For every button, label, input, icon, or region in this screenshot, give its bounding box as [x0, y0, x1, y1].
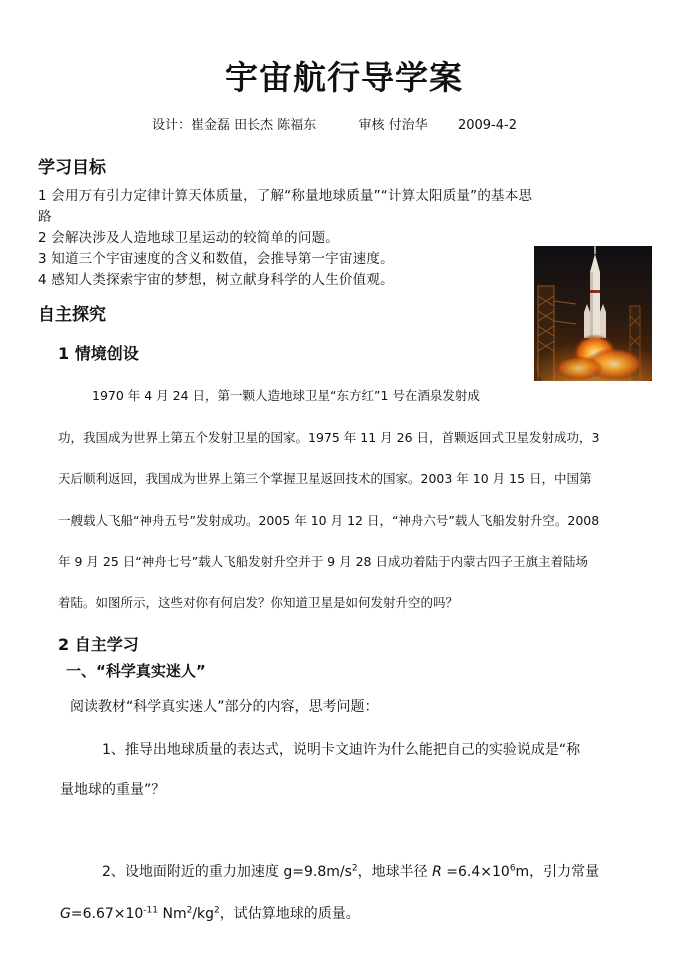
- rocket-icon: [534, 246, 652, 381]
- goal-item-1-cont: 路: [38, 209, 52, 225]
- page-title: 宇宙航行导学案: [225, 58, 463, 97]
- q2-text-g: /kg: [192, 906, 215, 922]
- q2-text-e: =6.67×10: [70, 906, 144, 922]
- question-2-line-2: [60, 903, 360, 923]
- q2-sup-a: 2: [351, 863, 358, 874]
- q2-text-f: Nm: [158, 906, 187, 922]
- q2-text-b: ，地球半径: [357, 864, 433, 880]
- q2-sup-g: 2: [214, 905, 220, 916]
- question-2-line-1: [102, 861, 599, 881]
- rocket-launch-photo: [534, 246, 652, 381]
- q2-symbol-r: R: [432, 864, 442, 880]
- explore-heading: 自主探究: [38, 305, 106, 325]
- q2-sup-e: -11: [143, 905, 159, 916]
- byline-design: 设计：崔金磊 田长杰 陈福东: [152, 118, 317, 133]
- q2-sup-c: 6: [509, 863, 516, 874]
- paragraph-line-6: 着陆。如图所示，这些对你有何启发？你知道卫星是如何发射升空的吗？: [58, 595, 459, 610]
- paragraph-line-4: 一艘载人飞船“神舟五号”发射成功。2005 年 10 月 12 日，“神舟六号”载人飞船发射升空。2008: [58, 513, 600, 528]
- byline-review: 审核 付治华: [358, 118, 428, 133]
- byline: [152, 114, 517, 133]
- section-2-heading: 2 自主学习: [58, 635, 139, 654]
- goal-item-3: 3 知道三个宇宙速度的含义和数值，会推导第一宇宙速度。: [38, 251, 394, 267]
- goals-heading: 学习目标: [38, 158, 106, 178]
- reading-prompt: 阅读教材“科学真实迷人”部分的内容，思考问题：: [70, 699, 379, 715]
- goal-item-1: 1 会用万有引力定律计算天体质量，了解“称量地球质量”“计算太阳质量”的基本思: [38, 188, 533, 204]
- question-1-line-1: 1、推导出地球质量的表达式，说明卡文迪许为什么能把自己的实验说成是“称: [102, 742, 581, 758]
- byline-date: 2009-4-2: [457, 118, 517, 133]
- paragraph-line-1: 1970 年 4 月 24 日，第一颗人造地球卫星“东方红”1 号在酒泉发射成: [92, 388, 480, 403]
- q2-text-d: m，引力常量: [515, 864, 600, 880]
- section-1-heading: 1 情境创设: [58, 344, 139, 363]
- q2-text-h: ，试估算地球的质量。: [219, 906, 360, 922]
- question-1-line-2: 量地球的重量”？: [60, 782, 166, 798]
- q2-symbol-g: G: [60, 906, 71, 922]
- subsection-1-heading: 一、“科学真实迷人”: [66, 662, 206, 680]
- goal-item-4: 4 感知人类探索宇宙的梦想，树立献身科学的人生价值观。: [38, 272, 394, 288]
- paragraph-line-5: 年 9 月 25 日“神舟七号”载人飞船发射升空并于 9 月 28 日成功着陆于内蒙古四子王旗主着陆场: [58, 554, 588, 569]
- q2-text-c: =6.4×10: [441, 864, 510, 880]
- q2-sup-f: 2: [186, 905, 193, 916]
- goal-item-2: 2 会解决涉及人造地球卫星运动的较简单的问题。: [38, 230, 339, 246]
- q2-text-a: 2、设地面附近的重力加速度 g=9.8m/s: [102, 864, 352, 880]
- paragraph-line-3: 天后顺利返回，我国成为世界上第三个掌握卫星返回技术的国家。2003 年 10 月 15 日，中国第: [58, 471, 592, 486]
- paragraph-line-2: 功，我国成为世界上第五个发射卫星的国家。1975 年 11 月 26 日，首颗返回式卫星发射成功，3: [58, 430, 600, 445]
